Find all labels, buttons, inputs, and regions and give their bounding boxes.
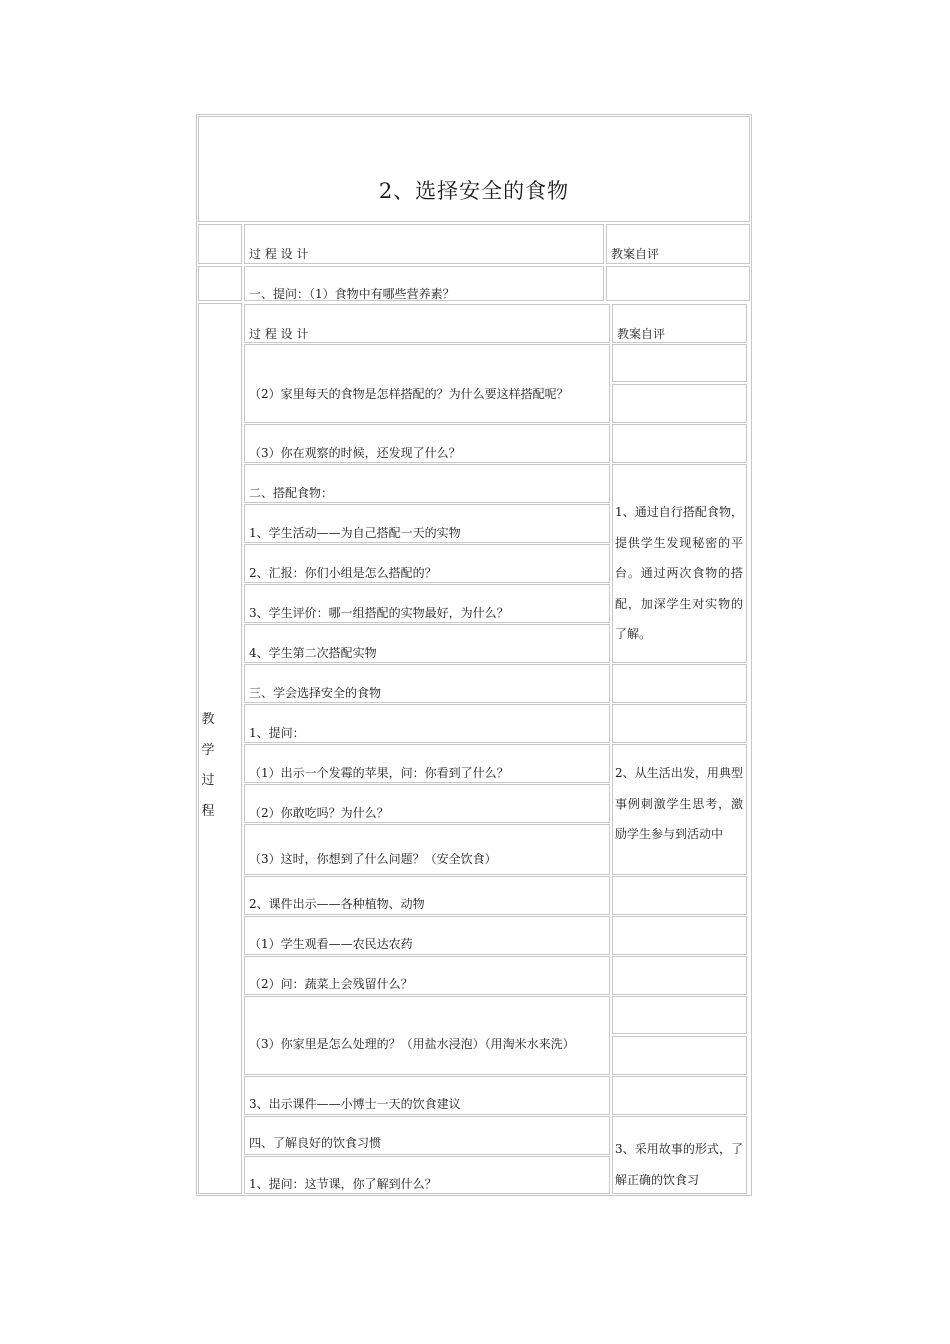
process-row-text: 三、学会选择安全的食物	[249, 686, 382, 700]
comment-cell	[612, 1036, 747, 1075]
process-row-text: （3）这时，你想到了什么问题？（安全饮食）	[249, 852, 497, 866]
intro-blank-cell	[198, 266, 242, 301]
process-row-text: 3、出示课件——小博士一天的饮食建议	[249, 1097, 461, 1111]
comment-cell	[612, 1076, 747, 1115]
process-row-text: （1）学生观看——农民达农药	[249, 937, 413, 951]
comment-cell	[612, 704, 747, 743]
process-row-text: （3）你在观察的时候，还发现了什么？	[249, 446, 461, 460]
comment-text: 3、采用故事的形式，了解正确的饮食习	[615, 1142, 743, 1187]
comment-cell	[612, 664, 747, 703]
process-row-text: （3）你家里是怎么处理的？（用盐水浸泡）（用淘米水来洗）	[249, 1037, 575, 1051]
title-cell	[198, 116, 750, 222]
section-label-char: 教	[201, 712, 215, 727]
intro-comment-cell	[606, 266, 750, 301]
comment-text: 2、从生活出发，用典型事例刺激学生思考，激励学生参与到活动中	[615, 766, 743, 842]
page-title: 2、选择安全的食物	[378, 179, 570, 203]
process-row-text: 1、学生活动——为自己搭配一天的实物	[249, 526, 461, 540]
process-row	[244, 824, 610, 875]
comment-text: 1、通过自行搭配食物，提供学生发现秘密的平台。通过两次食物的搭配，加深学生对实物的了解。	[615, 505, 743, 642]
section-label	[196, 705, 220, 827]
comment-cell	[612, 384, 747, 423]
intro-text: 一、提问：（1）食物中有哪些营养素？	[249, 287, 455, 301]
process-row-text: 1、提问：	[249, 726, 305, 740]
process-row-text: 2、汇报：你们小组是怎么搭配的？	[249, 566, 437, 580]
process-row-text: 3、学生评价：哪一组搭配的实物最好，为什么？	[249, 606, 509, 620]
process-row-text: 四、了解良好的饮食习惯	[249, 1136, 382, 1150]
process-row-text: 2、课件出示——各种植物、动物	[249, 897, 425, 911]
comment-cell	[612, 996, 747, 1034]
header-comment-label: 教案自评	[611, 247, 660, 261]
process-row	[244, 996, 610, 1075]
process-row-text: （2）问：蔬菜上会残留什么？	[249, 977, 413, 991]
header-blank-cell	[198, 224, 242, 264]
comment-cell	[612, 876, 747, 915]
section-label-char: 程	[201, 803, 215, 819]
process-row-text: 4、学生第二次搭配实物	[249, 646, 377, 660]
comment-cell	[612, 424, 747, 463]
process-row-text: 二、搭配食物：	[249, 486, 334, 500]
comment-cell	[612, 916, 747, 955]
process-row-text: （1）出示一个发霉的苹果，问：你看到了什么？	[249, 766, 509, 780]
section-label-char: 学	[201, 742, 215, 758]
section-label-char: 过	[201, 773, 215, 788]
process-row-text: （2）你敢吃吗？为什么？	[249, 806, 389, 820]
process-row-text: （2）家里每天的食物是怎样搭配的？为什么要这样搭配呢？	[249, 387, 569, 401]
header-process-label: 过 程 设 计	[249, 247, 309, 261]
comment-cell	[612, 956, 747, 995]
process-row-text: 1、提问：这节课，你了解到什么？	[249, 1177, 437, 1191]
comment-cell	[612, 344, 747, 382]
process-row	[244, 344, 610, 423]
comment-header-label: 教案自评	[617, 327, 666, 341]
process-row-text: 过 程 设 计	[249, 327, 309, 341]
